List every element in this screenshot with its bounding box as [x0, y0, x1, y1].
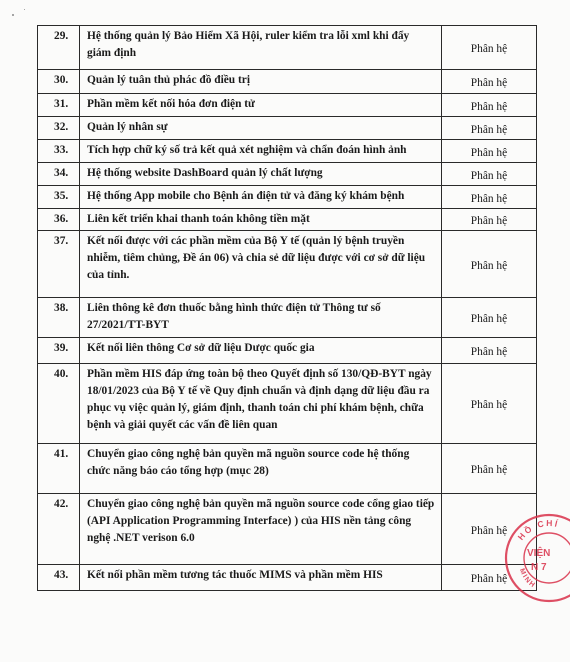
- row-number: 29.: [38, 26, 80, 70]
- row-number: 34.: [38, 163, 80, 186]
- row-description: Liên thông kê đơn thuốc bằng hình thức điện tử Thông tư số 27/2021/TT-BYT: [80, 298, 442, 338]
- row-type: Phân hệ: [442, 298, 537, 338]
- table-row: [38, 70, 537, 94]
- row-type: Phân hệ: [442, 186, 537, 209]
- paper-speck: [12, 14, 14, 16]
- row-number: 39.: [38, 338, 80, 364]
- seal-top-text: HỒ CHÍ: [515, 517, 561, 542]
- row-description: Phần mềm kết nối hóa đơn điện tử: [80, 94, 442, 117]
- row-description: Kết nối được với các phần mềm của Bộ Y tế (quản lý bệnh truyền nhiễm, tiêm chủng, Đề án 06) và chia sẻ dữ liệu được với cơ sở dữ liệu của tỉnh.: [80, 231, 442, 298]
- row-number: 35.: [38, 186, 80, 209]
- table-row: [38, 231, 537, 298]
- row-number: 43.: [38, 565, 80, 591]
- seal-lower-text: N 7: [531, 562, 547, 573]
- row-number: 33.: [38, 140, 80, 163]
- table-row: [38, 494, 537, 565]
- row-description: Phần mềm HIS đáp ứng toàn bộ theo Quyết định số 130/QĐ-BYT ngày 18/01/2023 của Bộ Y tế về Quy định chuẩn và định dạng dữ liệu đầu ra phục vụ việc quản lý, giám định, thanh toán chi phí khám bệnh, chữa bệnh và giải quyết các vấn đề liên quan: [80, 364, 442, 444]
- row-description: Hệ thống website DashBoard quản lý chất lượng: [80, 163, 442, 186]
- table-row: [38, 209, 537, 231]
- row-number: 38.: [38, 298, 80, 338]
- row-description: Hệ thống App mobile cho Bệnh án điện tử và đăng ký khám bệnh: [80, 186, 442, 209]
- row-description: Quản lý nhân sự: [80, 117, 442, 140]
- row-number: 37.: [38, 231, 80, 298]
- row-number: 42.: [38, 494, 80, 565]
- table-row: [38, 444, 537, 494]
- row-type: Phân hệ: [442, 94, 537, 117]
- row-description: Quản lý tuân thủ phác đồ điều trị: [80, 70, 442, 94]
- table-row: [38, 163, 537, 186]
- row-type: Phân hệ: [442, 364, 537, 444]
- table-row: [38, 364, 537, 444]
- table-row: [38, 338, 537, 364]
- row-number: 32.: [38, 117, 80, 140]
- paper-speck: [24, 9, 25, 10]
- table-row: [38, 186, 537, 209]
- row-type: Phân hệ: [442, 26, 537, 70]
- row-number: 40.: [38, 364, 80, 444]
- table-row: [38, 26, 537, 70]
- seal-middle-text: VIỆN: [527, 548, 551, 559]
- table-row: [38, 94, 537, 117]
- row-type: Phân hệ: [442, 565, 537, 591]
- table-row: [38, 140, 537, 163]
- row-description: Chuyển giao công nghệ bản quyền mã nguồn source code hệ thống chức năng báo cáo tổng hợp (mục 28): [80, 444, 442, 494]
- row-type: Phân hệ: [442, 70, 537, 94]
- row-type: Phân hệ: [442, 117, 537, 140]
- row-description: Kết nối phần mềm tương tác thuốc MIMS và phần mềm HIS: [80, 565, 442, 591]
- row-type: Phân hệ: [442, 338, 537, 364]
- row-number: 41.: [38, 444, 80, 494]
- row-description: Liên kết triển khai thanh toán không tiền mặt: [80, 209, 442, 231]
- table-row: [38, 298, 537, 338]
- row-type: Phân hệ: [442, 209, 537, 231]
- table-row: [38, 117, 537, 140]
- row-type: Phân hệ: [442, 494, 537, 565]
- official-seal: [503, 512, 570, 604]
- row-description: Chuyển giao công nghệ bản quyền mã nguồn source code cổng giao tiếp (API Application Programming Interface) ) của HIS nền tảng công nghệ .NET verison 6.0: [80, 494, 442, 565]
- row-description: Tích hợp chữ ký số trả kết quả xét nghiệm và chẩn đoán hình ảnh: [80, 140, 442, 163]
- items-table: [37, 25, 537, 591]
- row-description: Hệ thống quản lý Bảo Hiểm Xã Hội, ruler kiểm tra lỗi xml khi đẩy giám định: [80, 26, 442, 70]
- row-type: Phân hệ: [442, 231, 537, 298]
- table-row: [38, 565, 537, 591]
- row-number: 31.: [38, 94, 80, 117]
- row-number: 30.: [38, 70, 80, 94]
- row-number: 36.: [38, 209, 80, 231]
- row-type: Phân hệ: [442, 444, 537, 494]
- row-description: Kết nối liên thông Cơ sở dữ liệu Dược quốc gia: [80, 338, 442, 364]
- seal-bottom-text: MINH: [517, 567, 537, 590]
- row-type: Phân hệ: [442, 140, 537, 163]
- row-type: Phân hệ: [442, 163, 537, 186]
